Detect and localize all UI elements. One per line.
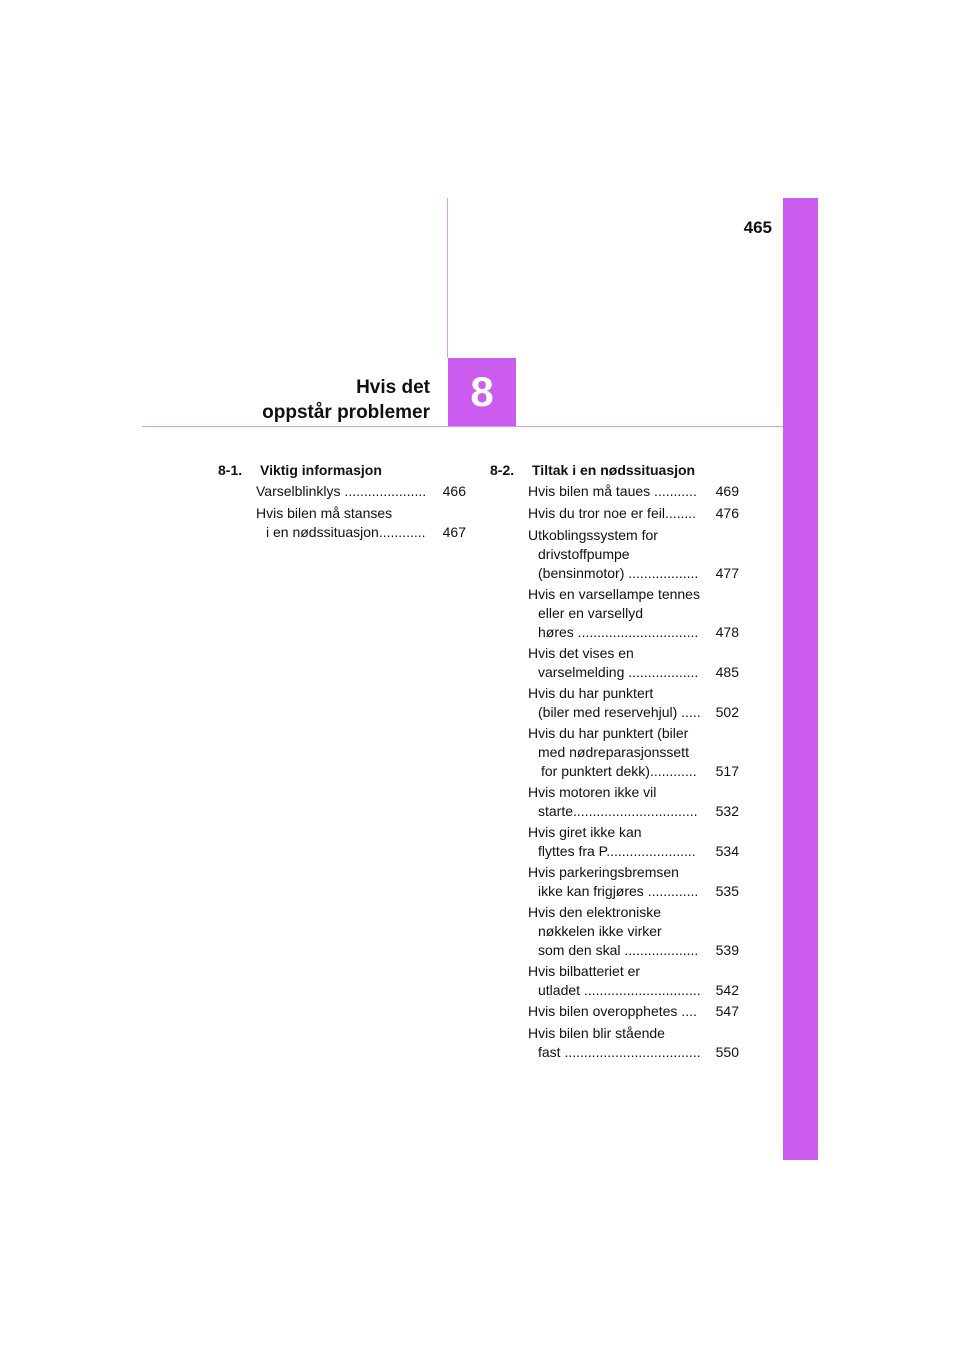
entry-text: ikke kan frigjøres ............. [538, 883, 699, 899]
toc-entry-534[interactable] [528, 823, 739, 861]
toc-entry-535[interactable] [528, 863, 739, 901]
chapter-title-line-2: oppstår problemer [262, 402, 430, 423]
entry-text: varselmelding .................. [538, 664, 699, 680]
entry-page: 542 [715, 982, 739, 998]
toc-entry-476[interactable] [528, 504, 739, 523]
section-number: 8-2. [490, 462, 515, 478]
entry-text: høres ............................... [538, 624, 699, 640]
toc-entry-485[interactable] [528, 644, 739, 682]
entry-text: Hvis motoren ikke vil [528, 784, 657, 800]
toc-entry-532[interactable] [528, 783, 739, 821]
entry-text: Hvis den elektroniske [528, 904, 662, 920]
entry-text: Hvis parkeringsbremsen [528, 864, 679, 880]
entry-text: starte................................ [538, 803, 698, 819]
entry-text: eller en varsellyd [538, 605, 644, 621]
entry-page: 539 [715, 942, 739, 958]
toc-entry-467[interactable] [256, 504, 466, 542]
entry-page: 502 [715, 704, 739, 720]
entry-page: 517 [715, 763, 739, 779]
entry-text: (bensinmotor) .................. [538, 565, 699, 581]
section-number: 8-1. [218, 462, 243, 478]
toc-entry-517[interactable] [528, 724, 739, 781]
header-rule [142, 426, 783, 427]
toc-section-8-2 [490, 460, 739, 1080]
entry-page: 476 [715, 505, 739, 521]
chapter-side-tab [783, 198, 818, 1160]
entry-text: (biler med reservehjul) ..... [538, 704, 701, 720]
toc-section-8-1 [218, 460, 466, 560]
entry-text: Hvis bilen overopphetes .... [528, 1003, 697, 1019]
toc-entry-466[interactable] [256, 482, 466, 501]
entry-text: som den skal ................... [538, 942, 699, 958]
chapter-title-line-1: Hvis det [356, 377, 430, 398]
entry-text: Hvis du har punktert (biler [528, 725, 689, 741]
toc-entry-539[interactable] [528, 903, 739, 960]
entry-text: Hvis du har punktert [528, 685, 654, 701]
entry-text: flyttes fra P....................... [538, 843, 696, 859]
vertical-rule [447, 198, 448, 358]
entry-page: 550 [715, 1044, 739, 1060]
entry-text: Utkoblingssystem for [528, 527, 658, 543]
entry-page: 469 [715, 483, 739, 499]
entry-text: for punktert dekk)............ [541, 763, 697, 779]
toc-entry-547[interactable] [528, 1002, 739, 1021]
chapter-number-box [448, 358, 516, 426]
entry-page: 534 [715, 843, 739, 859]
entry-page: 477 [715, 565, 739, 581]
entry-text: fast ................................... [538, 1044, 701, 1060]
entry-page: 485 [715, 664, 739, 680]
entry-page: 478 [715, 624, 739, 640]
entry-page: 532 [715, 803, 739, 819]
entry-text: Hvis det vises en [528, 645, 634, 661]
section-title[interactable]: Tiltak i en nødssituasjon [532, 462, 696, 478]
entry-page: 466 [442, 483, 466, 499]
toc-entry-502[interactable] [528, 684, 739, 722]
entry-text: Hvis bilen må taues ........... [528, 483, 697, 499]
entry-text: Hvis bilbatteriet er [528, 963, 641, 979]
entry-text: med nødreparasjonssett [538, 744, 689, 760]
entry-page: 467 [442, 524, 466, 540]
entry-text: i en nødssituasjon............ [266, 524, 426, 540]
chapter-title [200, 375, 430, 425]
toc-entry-478[interactable] [528, 585, 739, 642]
entry-text: Hvis giret ikke kan [528, 824, 642, 840]
entry-text: Hvis bilen må stanses [256, 505, 393, 521]
entry-text: drivstoffpumpe [538, 546, 630, 562]
entry-text: nøkkelen ikke virker [538, 923, 662, 939]
toc-entry-477[interactable] [528, 526, 739, 583]
entry-text: Varselblinklys ..................... [256, 483, 427, 499]
entry-page: 547 [715, 1003, 739, 1019]
entry-page: 535 [715, 883, 739, 899]
entry-text: Hvis bilen blir stående [528, 1025, 665, 1041]
entry-text: Hvis du tror noe er feil........ [528, 505, 697, 521]
toc-entry-550[interactable] [528, 1024, 739, 1062]
entry-text: utladet .............................. [538, 982, 701, 998]
toc-entry-542[interactable] [528, 962, 739, 1000]
page-number: 465 [743, 218, 772, 237]
entry-text: Hvis en varsellampe tennes [528, 586, 700, 602]
chapter-number: 8 [470, 368, 494, 415]
toc-entry-469[interactable] [528, 482, 739, 501]
section-title[interactable]: Viktig informasjon [260, 462, 382, 478]
